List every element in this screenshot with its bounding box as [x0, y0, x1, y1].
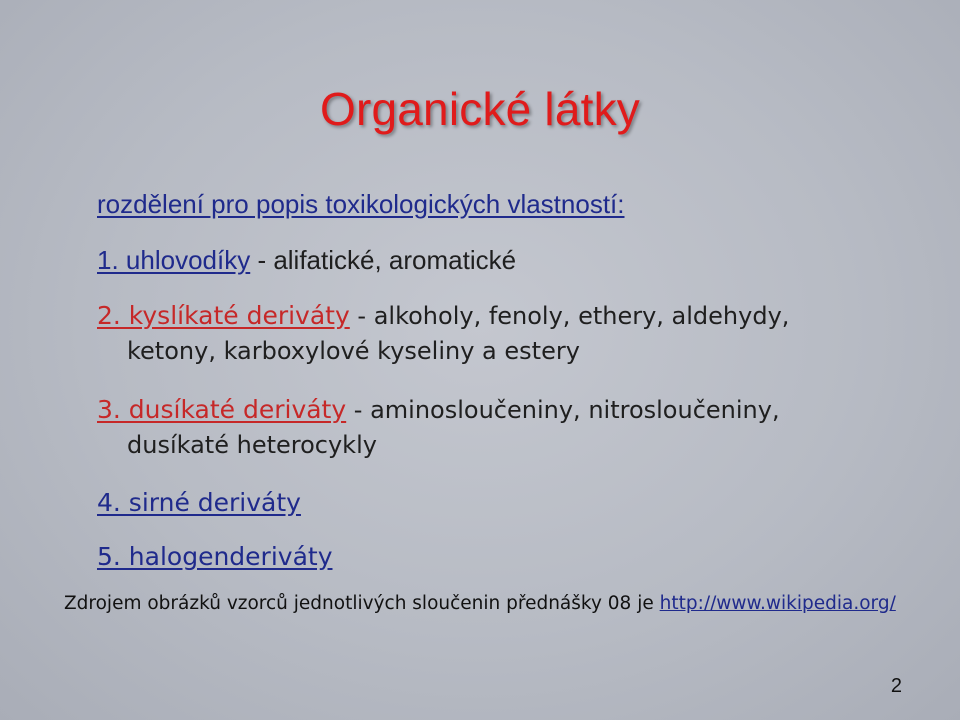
slide-title: Organické látky — [319, 83, 640, 135]
source-note — [64, 593, 896, 614]
source-text: Zdrojem obrázků vzorců jednotlivých sloučenin přednášky 08 je — [64, 593, 660, 614]
item-label-oxygen-derivatives: 2. kyslíkaté deriváty — [97, 301, 350, 330]
list-item-nitrogen-derivatives — [97, 392, 927, 463]
intro-line: rozdělení pro popis toxikologických vlastností: — [97, 189, 625, 219]
item-continuation-nitrogen-derivatives: dusíkaté heterocykly — [127, 431, 377, 459]
item-label-halogen-derivatives: 5. halogenderiváty — [97, 542, 333, 571]
list-item-hydrocarbons — [97, 243, 516, 278]
list-item-oxygen-derivatives — [97, 298, 927, 369]
item-continuation-oxygen-derivatives: ketony, karboxylové kyseliny a estery — [127, 337, 580, 365]
item-label-sulfur-derivatives: 4. sirné deriváty — [97, 488, 301, 517]
item-text-oxygen-derivatives: - alkoholy, fenoly, ethery, aldehydy, — [349, 302, 790, 330]
list-item-halogen-derivatives — [97, 539, 333, 574]
list-item-sulfur-derivatives — [97, 485, 301, 520]
item-label-nitrogen-derivatives: 3. dusíkaté deriváty — [97, 395, 347, 424]
item-text-nitrogen-derivatives: - aminosloučeniny, nitrosloučeniny, — [346, 396, 780, 424]
page-number: 2 — [890, 675, 902, 697]
item-text-hydrocarbons: - alifatické, aromatické — [250, 245, 517, 275]
item-label-hydrocarbons: 1. uhlovodíky — [97, 245, 251, 275]
source-link[interactable]: http://www.wikipedia.org/ — [659, 593, 896, 614]
